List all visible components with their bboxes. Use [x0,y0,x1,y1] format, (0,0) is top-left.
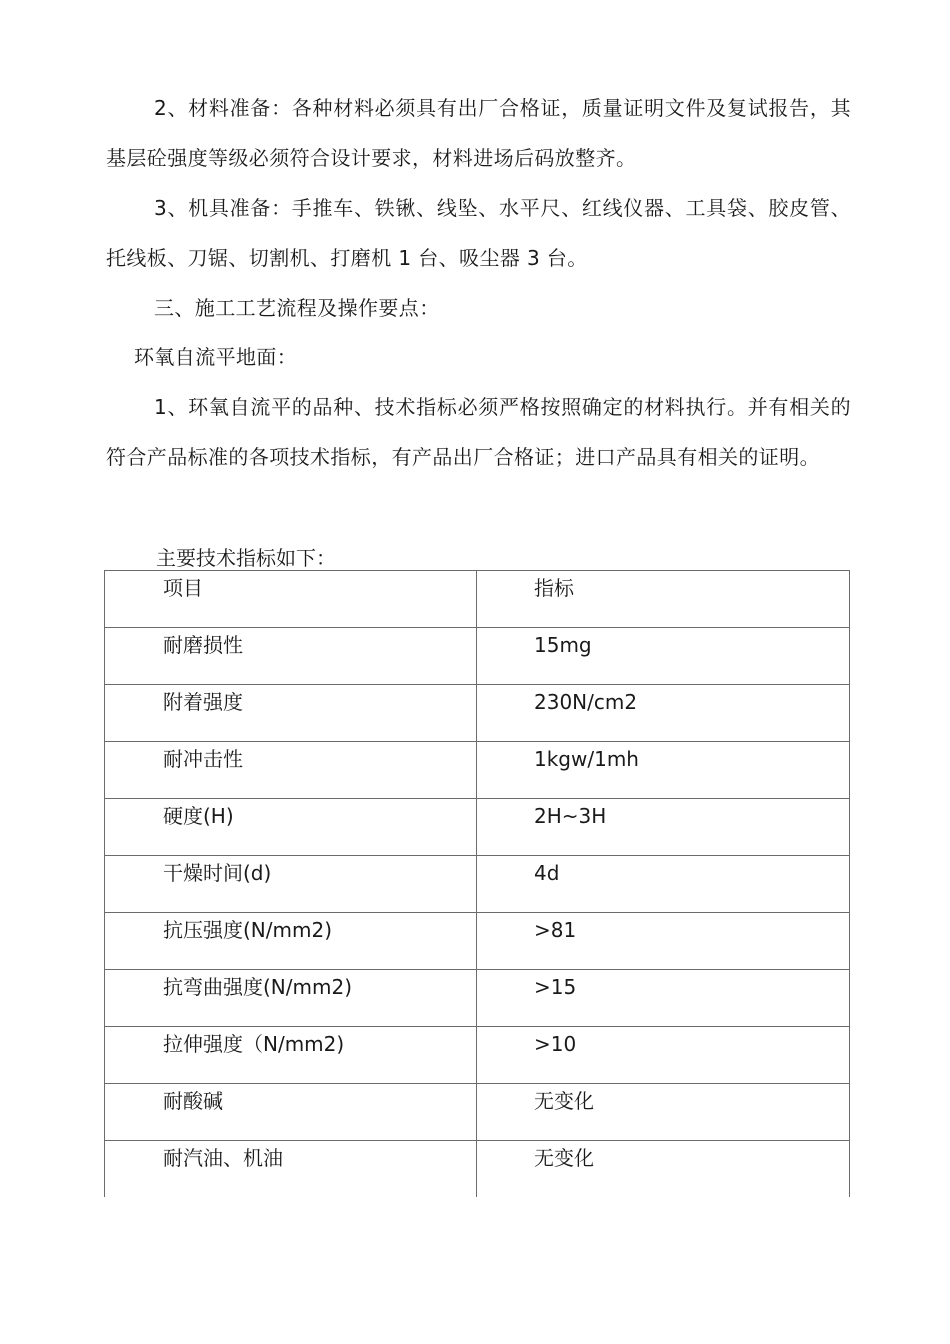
row-item-cell: 耐酸碱 [105,1084,477,1141]
table-row [105,1141,850,1197]
row-item-cell: 抗弯曲强度(N/mm2) [105,970,477,1027]
row-item-cell: 拉伸强度（N/mm2) [105,1027,477,1084]
paragraph-epoxy-requirements: 1、环氧自流平的品种、技术指标必须严格按照确定的材料执行。并有相关的符合产品标准的各项技术指标，有产品出厂合格证；进口产品具有相关的证明。 [106,395,851,469]
row-value-cell: 15mg [477,628,850,685]
row-item-cell: 附着强度 [105,685,477,742]
header-cell-item: 项目 [105,571,477,628]
table-row [105,856,850,913]
subheading-epoxy-floor: 环氧自流平地面： [134,345,298,369]
table-row [105,628,850,685]
row-item-cell: 硬度(H) [105,799,477,856]
table-row [105,799,850,856]
row-value-cell: 1kgw/1mh [477,742,850,799]
table-row [105,1027,850,1084]
table-row [105,1084,850,1141]
technical-indicators-table [104,570,850,1197]
row-item-cell: 耐汽油、机油 [105,1141,477,1197]
row-value-cell: >10 [477,1027,850,1084]
row-item-cell: 耐磨损性 [105,628,477,685]
row-item-cell: 干燥时间(d) [105,856,477,913]
row-value-cell: 无变化 [477,1084,850,1141]
table-caption: 主要技术指标如下： [156,546,336,570]
header-cell-indicator: 指标 [477,571,850,628]
row-value-cell: >15 [477,970,850,1027]
paragraph-material-prep: 2、材料准备：各种材料必须具有出厂合格证，质量证明文件及复试报告，其基层砼强度等级必须符合设计要求，材料进场后码放整齐。 [106,96,851,170]
table-header-row [105,571,850,628]
table-row [105,970,850,1027]
row-value-cell: >81 [477,913,850,970]
table-row [105,742,850,799]
row-value-cell: 2H~3H [477,799,850,856]
table-row [105,685,850,742]
row-value-cell: 无变化 [477,1141,850,1197]
row-value-cell: 230N/cm2 [477,685,850,742]
section-heading-process: 三、施工工艺流程及操作要点： [154,296,440,320]
row-value-cell: 4d [477,856,850,913]
table-row [105,913,850,970]
row-item-cell: 耐冲击性 [105,742,477,799]
paragraph-tool-prep: 3、机具准备：手推车、铁锹、线坠、水平尺、红线仪器、工具袋、胶皮管、托线板、刀锯、切割机、打磨机 1 台、吸尘器 3 台。 [106,196,851,270]
row-item-cell: 抗压强度(N/mm2) [105,913,477,970]
